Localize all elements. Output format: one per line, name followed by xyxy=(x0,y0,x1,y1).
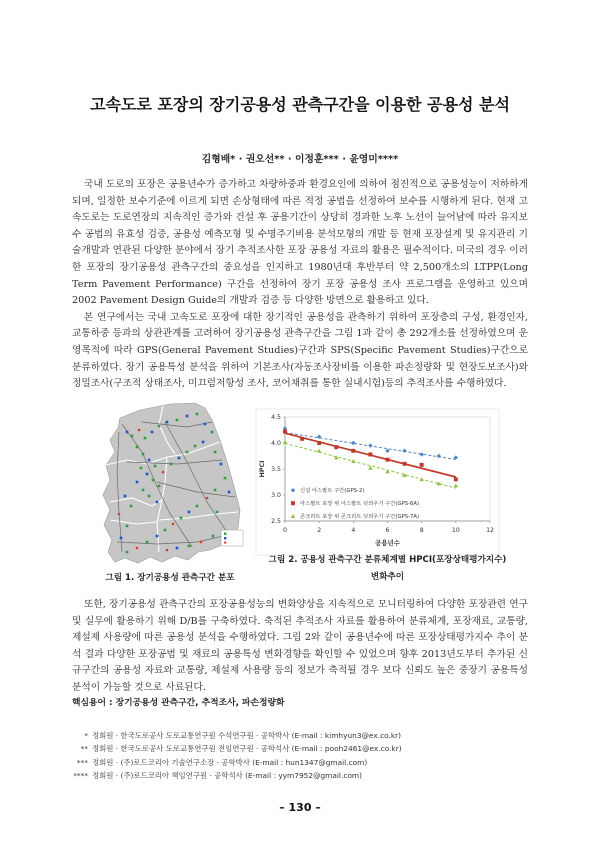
data-point xyxy=(300,437,304,441)
map-marker xyxy=(142,489,145,492)
footnote-mark: **** xyxy=(73,771,88,781)
figure-2-caption xyxy=(250,552,525,586)
map-marker xyxy=(224,477,227,480)
body-text-top xyxy=(72,177,528,395)
map-marker xyxy=(214,451,217,454)
map-marker xyxy=(146,473,149,476)
map-marker xyxy=(220,463,223,466)
figure-2-caption-line: 변화추이 xyxy=(370,572,405,582)
map-marker xyxy=(211,431,214,434)
map-marker xyxy=(176,419,179,422)
footnote-text: 정회원 · 한국도로공사 도로교통연구원 수석연구원 · 공학박사 (E-mail : kimhyun3@ex.co.kr) xyxy=(92,731,402,740)
legend-label: 신설 아스팔트 구간(GPS-2) xyxy=(300,488,365,494)
map-marker xyxy=(170,463,173,466)
data-point xyxy=(283,430,287,434)
data-point xyxy=(368,452,372,456)
y-tick-label: 2.5 xyxy=(271,518,281,526)
data-point xyxy=(334,445,338,449)
data-point xyxy=(386,458,390,462)
map-marker xyxy=(180,517,183,520)
figure-2-caption-line: 그림 2. 공용성 관측구간 분류체계별 HPCI(포장상태평가지수) xyxy=(268,555,507,565)
map-marker xyxy=(136,547,139,550)
map-marker xyxy=(126,525,129,528)
y-axis-label: HPCI xyxy=(258,460,266,478)
keywords: 핵심용어 : 장기공용성 관측구간, 추적조사, 파손정량화 xyxy=(72,698,285,708)
footnote xyxy=(58,769,538,782)
body-text-bottom xyxy=(72,597,528,697)
legend-marker xyxy=(291,501,295,505)
map-marker xyxy=(172,523,175,526)
legend-label: 아스팔트 포장 위 아스팔트 덧씌우기 구간(GPS-6A) xyxy=(300,501,420,507)
map-marker xyxy=(206,497,209,500)
map-marker xyxy=(176,547,179,550)
author-line: 김형배* · 권오선** · 이정훈*** · 윤영미**** xyxy=(201,154,399,165)
map-marker xyxy=(154,465,157,468)
map-marker xyxy=(148,495,151,498)
data-point xyxy=(351,449,355,453)
map-marker xyxy=(196,413,199,416)
map-marker xyxy=(166,549,169,552)
data-point xyxy=(420,463,424,467)
map-marker xyxy=(228,491,231,494)
map-marker xyxy=(124,495,127,498)
map-marker xyxy=(212,535,215,538)
body-paragraph: 국내 도로의 포장은 공용년수가 증가하고 차량하중과 환경요인에 의하여 점진적으로 공용성능이 저하하게 되며, 일정한 보수기준에 이르게 되면 손상형태에 따른 적정 공법을 선정하여 보수를 시행하게 된다. 현재 고속도로는 도로연장의 지속적인 증가와 건설 후 공용기간이 상당히 경과한 노후 노선이 늘어남에 따라 유지보수 공법의 유효성 검증, 공용성 예측모형 및 수명주기비용 분석모형의 개발 등 현재 포장설계 및 유지관리 기술개발과 연관된 다양한 분야에서 장기 추적조사한 포장 공용성 자료의 활용은 필수적이다. 미국의 경우 이러한 포장의 장기공용성 관측구간의 중요성을 인지하고 1980년대 후반부터 약 2,500개소의 LTPP(Long Term Pavement Performance) 구간을 선정하여 장기 포장 공용성 조사 프로그램을 운영하고 있으며 2002 Pavement Design Guide의 개발과 검증 등 다양한 방면으로 활용하고 있다. xyxy=(72,179,528,307)
x-tick-label: 0 xyxy=(283,527,287,534)
map-marker xyxy=(152,479,155,482)
map-marker xyxy=(130,505,133,508)
footnotes xyxy=(58,729,538,783)
map-marker xyxy=(136,446,139,449)
data-point xyxy=(317,441,321,445)
map-marker xyxy=(194,445,197,448)
map-marker xyxy=(166,421,169,424)
map-marker xyxy=(216,511,219,514)
map-marker xyxy=(144,437,147,440)
map-marker xyxy=(140,467,143,470)
body-paragraph: 본 연구에서는 국내 고속도로 포장에 대한 장기적인 공용성을 관측하기 위하여 포장층의 구성, 환경인자, 교통하중 등과의 상관관계를 고려하여 장기공용성 관측구간을 그림 1과 같이 총 292개소를 선정하였으며 운영목적에 따라 GPS(General Pavement Studies)구간과 SPS(Specific Pavement Studies)구간으로 분류하였다. 장기 공용특성 분석을 위하여 기본조사(자동조사장비를 이용한 파손정량화 및 현장도보조사)와 정밀조사(구조적 상태조사, 미끄럼저항성 조사, 코어채취를 통한 실내시험)등의 추적조사를 수행하였다. xyxy=(72,311,528,390)
x-tick-label: 12 xyxy=(486,527,494,534)
map-marker xyxy=(126,551,129,554)
map-marker xyxy=(186,415,189,418)
footnote-text: 정회원 · 한국도로공사 도로교통연구원 전임연구원 · 공학석사 (E-mail : pooh2461@ex.co.kr) xyxy=(92,744,402,754)
map-marker xyxy=(156,501,159,504)
map-legend-marker xyxy=(224,537,226,539)
map-marker xyxy=(146,541,149,544)
legend-label: 콘크리트 포장 위 콘크리트 덧씌우기 구간(GPS-7A) xyxy=(300,514,420,520)
page-number: – 130 – xyxy=(279,801,321,814)
map-legend-marker xyxy=(224,541,226,543)
map-marker xyxy=(131,435,134,438)
y-tick-label: 3.5 xyxy=(271,466,281,474)
map-marker xyxy=(204,423,207,426)
footnote xyxy=(58,742,538,755)
map-marker xyxy=(158,425,161,428)
map-marker xyxy=(126,431,129,434)
map-legend xyxy=(221,530,243,546)
map-marker xyxy=(120,537,123,540)
map-marker xyxy=(196,505,199,508)
footnote-mark: *** xyxy=(76,757,88,767)
x-tick-label: 8 xyxy=(419,527,424,534)
map-marker xyxy=(156,535,159,538)
map-marker xyxy=(136,481,139,484)
map-marker xyxy=(178,457,181,460)
map-outline xyxy=(103,403,240,563)
map-marker xyxy=(142,453,145,456)
map-marker xyxy=(158,485,161,488)
x-tick-label: 10 xyxy=(451,527,460,534)
footnote-mark: ** xyxy=(80,744,88,754)
figure-1-map xyxy=(97,402,247,570)
y-tick-label: 3.0 xyxy=(271,492,281,500)
x-tick-label: 2 xyxy=(317,527,322,534)
map-marker xyxy=(162,471,165,474)
data-point xyxy=(454,477,458,481)
figure-2-chart xyxy=(255,408,500,556)
footnote-text: 정회원 · (주)로드코리아 기술연구소장 · 공학박사 (E-mail : hun1347@gmail.com) xyxy=(92,757,368,767)
y-tick-label: 4.0 xyxy=(271,440,281,448)
map-marker xyxy=(164,529,167,532)
x-axis-label: 공용년수 xyxy=(375,539,400,547)
map-marker xyxy=(188,545,191,548)
map-marker xyxy=(151,431,154,434)
data-point xyxy=(403,462,407,466)
footnote xyxy=(58,729,538,742)
map-marker xyxy=(118,513,121,516)
map-marker xyxy=(200,541,203,544)
map-marker xyxy=(148,459,151,462)
map-marker xyxy=(214,489,217,492)
footnote-text: 정회원 · (주)로드코리아 책임연구원 · 공학석사 (E-mail : yym7952@gmail.com) xyxy=(92,771,363,781)
footnote xyxy=(58,756,538,769)
map-legend-marker xyxy=(224,533,226,535)
y-tick-label: 4.5 xyxy=(271,414,281,422)
body-paragraph: 또한, 장기공용성 관측구간의 포장공용성능의 변화양상을 지속적으로 모니터링하여 다양한 포장관련 연구 및 실무에 활용하기 위해 D/B를 구축하였다. 축적된 추적조사 자료를 활용하여 분류체계, 포장재료, 교통량, 제설제 사용량에 따른 공용성 분석을 수행하였다. 그림 2와 같이 공용년수에 따른 포장상태평가지수 추이 분석 결과 다양한 포장공법 및 재료의 공용특성 변화경향을 확인할 수 있었으며 향후 2013년도부터 추가된 신규구간의 공용성 자료와 교통량, 제설제 사용량 등의 정보가 축적될 경우 보다 신뢰도 높은 중장기 공용특성 분석이 가능할 것으로 사료된다. xyxy=(72,599,528,693)
map-marker xyxy=(186,451,189,454)
map-marker xyxy=(188,511,191,514)
x-tick-label: 6 xyxy=(385,527,390,534)
figure-1-caption: 그림 1. 장기공용성 관측구간 분포 xyxy=(105,573,235,583)
map-marker xyxy=(202,441,205,444)
paper-title: 고속도로 포장의 장기공용성 관측구간을 이용한 공용성 분석 xyxy=(90,95,510,114)
chart-frame xyxy=(256,409,499,555)
footnote-mark: * xyxy=(84,731,88,740)
x-tick-label: 4 xyxy=(351,527,356,534)
map-marker xyxy=(138,429,141,432)
